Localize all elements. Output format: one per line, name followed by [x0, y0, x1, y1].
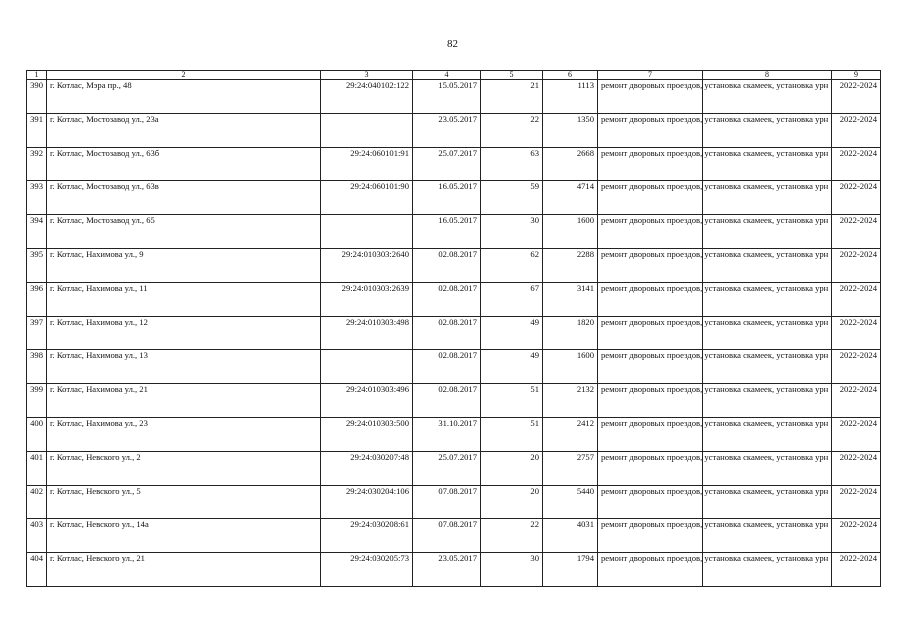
cadastral-number-cell: 29:24:030204:106 — [321, 485, 413, 519]
address-cell: г. Котлас, Мостозавод ул., 65 — [47, 215, 321, 249]
column-6-cell: 2412 — [543, 417, 598, 451]
row-number: 393 — [27, 181, 47, 215]
period-cell: 2022-2024 — [832, 350, 881, 384]
address-cell: г. Котлас, Нахимова ул., 23 — [47, 417, 321, 451]
column-5-cell: 62 — [481, 248, 543, 282]
column-5-cell: 63 — [481, 147, 543, 181]
cadastral-number-cell: 29:24:060101:90 — [321, 181, 413, 215]
column-6-cell: 1600 — [543, 215, 598, 249]
table-body — [27, 80, 881, 587]
table-row — [27, 384, 881, 418]
works-cell: ремонт дворовых проездов, установка скамеек, установка урн — [598, 384, 703, 418]
column-5-cell: 49 — [481, 350, 543, 384]
cadastral-number-cell: 29:24:030207:48 — [321, 451, 413, 485]
cadastral-number-cell: 29:24:030205:73 — [321, 553, 413, 587]
works-cell: ремонт дворовых проездов, установка скамеек, установка урн — [598, 181, 703, 215]
works-cell: ремонт дворовых проездов, установка скамеек, установка урн — [598, 282, 703, 316]
column-header: 3 — [321, 71, 413, 80]
row-number: 403 — [27, 519, 47, 553]
table-row — [27, 248, 881, 282]
row-number: 398 — [27, 350, 47, 384]
row-number: 392 — [27, 147, 47, 181]
column-header: 1 — [27, 71, 47, 80]
address-cell: г. Котлас, Невского ул., 2 — [47, 451, 321, 485]
column-6-cell: 1113 — [543, 80, 598, 114]
date-cell: 02.08.2017 — [413, 384, 481, 418]
date-cell: 25.07.2017 — [413, 451, 481, 485]
column-header: 9 — [832, 71, 881, 80]
column-5-cell: 51 — [481, 417, 543, 451]
row-number: 396 — [27, 282, 47, 316]
column-5-cell: 51 — [481, 384, 543, 418]
date-cell: 31.10.2017 — [413, 417, 481, 451]
period-cell: 2022-2024 — [832, 519, 881, 553]
column-5-cell: 21 — [481, 80, 543, 114]
column-6-cell: 5440 — [543, 485, 598, 519]
address-cell: г. Котлас, Мостозавод ул., 63б — [47, 147, 321, 181]
column-6-cell: 1820 — [543, 316, 598, 350]
column-6-cell: 3141 — [543, 282, 598, 316]
table-row — [27, 451, 881, 485]
cadastral-number-cell: 29:24:030208:61 — [321, 519, 413, 553]
table-row — [27, 282, 881, 316]
works-cell: ремонт дворовых проездов, установка скамеек, установка урн — [598, 350, 703, 384]
column-5-cell: 30 — [481, 215, 543, 249]
date-cell: 07.08.2017 — [413, 519, 481, 553]
period-cell: 2022-2024 — [832, 417, 881, 451]
table-row — [27, 553, 881, 587]
table-row — [27, 417, 881, 451]
row-number: 401 — [27, 451, 47, 485]
row-number: 394 — [27, 215, 47, 249]
cadastral-number-cell — [321, 215, 413, 249]
period-cell: 2022-2024 — [832, 282, 881, 316]
address-cell: г. Котлас, Невского ул., 21 — [47, 553, 321, 587]
period-cell: 2022-2024 — [832, 451, 881, 485]
works-cell: ремонт дворовых проездов, установка скамеек, установка урн — [598, 553, 703, 587]
works-cell: ремонт дворовых проездов, установка скамеек, установка урн — [598, 80, 703, 114]
period-cell: 2022-2024 — [832, 384, 881, 418]
column-6-cell: 4714 — [543, 181, 598, 215]
table-row — [27, 519, 881, 553]
works-cell: ремонт дворовых проездов, установка скамеек, установка урн — [598, 519, 703, 553]
address-cell: г. Котлас, Мостозавод ул., 63в — [47, 181, 321, 215]
date-cell: 15.05.2017 — [413, 80, 481, 114]
row-number: 395 — [27, 248, 47, 282]
address-cell: г. Котлас, Невского ул., 14а — [47, 519, 321, 553]
cadastral-number-cell: 29:24:010303:496 — [321, 384, 413, 418]
works-cell: ремонт дворовых проездов, установка скамеек, установка урн — [598, 417, 703, 451]
date-cell: 16.05.2017 — [413, 215, 481, 249]
column-6-cell: 2668 — [543, 147, 598, 181]
address-cell: г. Котлас, Мостозавод ул., 23а — [47, 113, 321, 147]
column-5-cell: 67 — [481, 282, 543, 316]
column-6-cell: 2288 — [543, 248, 598, 282]
period-cell: 2022-2024 — [832, 553, 881, 587]
column-6-cell: 2757 — [543, 451, 598, 485]
column-6-cell: 4031 — [543, 519, 598, 553]
date-cell: 23.05.2017 — [413, 113, 481, 147]
works-cell: ремонт дворовых проездов, установка скамеек, установка урн — [598, 215, 703, 249]
cadastral-number-cell: 29:24:060101:91 — [321, 147, 413, 181]
column-5-cell: 20 — [481, 451, 543, 485]
table-row — [27, 181, 881, 215]
works-cell: ремонт дворовых проездов, установка скамеек, установка урн — [598, 248, 703, 282]
period-cell: 2022-2024 — [832, 485, 881, 519]
period-cell: 2022-2024 — [832, 215, 881, 249]
works-cell: ремонт дворовых проездов, установка скамеек, установка урн — [598, 485, 703, 519]
cadastral-number-cell — [321, 350, 413, 384]
address-cell: г. Котлас, Нахимова ул., 21 — [47, 384, 321, 418]
table-row — [27, 113, 881, 147]
cadastral-number-cell: 29:24:040102:122 — [321, 80, 413, 114]
column-6-cell: 2132 — [543, 384, 598, 418]
cadastral-number-cell: 29:24:010303:2639 — [321, 282, 413, 316]
table-row — [27, 316, 881, 350]
date-cell: 02.08.2017 — [413, 316, 481, 350]
address-cell: г. Котлас, Невского ул., 5 — [47, 485, 321, 519]
column-header: 6 — [543, 71, 598, 80]
table-row — [27, 350, 881, 384]
column-header: 5 — [481, 71, 543, 80]
column-header: 7 — [598, 71, 703, 80]
column-6-cell: 1794 — [543, 553, 598, 587]
works-cell: ремонт дворовых проездов, установка скамеек, установка урн — [598, 113, 703, 147]
table-row — [27, 147, 881, 181]
row-number: 399 — [27, 384, 47, 418]
table-row — [27, 485, 881, 519]
row-number: 404 — [27, 553, 47, 587]
table-row — [27, 215, 881, 249]
column-5-cell: 20 — [481, 485, 543, 519]
column-header: 4 — [413, 71, 481, 80]
address-cell: г. Котлас, Нахимова ул., 9 — [47, 248, 321, 282]
column-5-cell: 59 — [481, 181, 543, 215]
address-cell: г. Котлас, Нахимова ул., 12 — [47, 316, 321, 350]
column-header: 8 — [703, 71, 832, 80]
column-number-header-row — [27, 71, 881, 80]
column-5-cell: 30 — [481, 553, 543, 587]
cadastral-number-cell: 29:24:010303:2640 — [321, 248, 413, 282]
page-number: 82 — [447, 38, 458, 50]
address-cell: г. Котлас, Мэра пр., 48 — [47, 80, 321, 114]
column-5-cell: 22 — [481, 519, 543, 553]
period-cell: 2022-2024 — [832, 181, 881, 215]
row-number: 402 — [27, 485, 47, 519]
cadastral-number-cell: 29:24:010303:500 — [321, 417, 413, 451]
period-cell: 2022-2024 — [832, 80, 881, 114]
column-6-cell: 1350 — [543, 113, 598, 147]
address-cell: г. Котлас, Нахимова ул., 11 — [47, 282, 321, 316]
date-cell: 02.08.2017 — [413, 248, 481, 282]
date-cell: 07.08.2017 — [413, 485, 481, 519]
date-cell: 23.05.2017 — [413, 553, 481, 587]
address-cell: г. Котлас, Нахимова ул., 13 — [47, 350, 321, 384]
row-number: 397 — [27, 316, 47, 350]
cadastral-number-cell: 29:24:010303:498 — [321, 316, 413, 350]
yards-table — [26, 70, 881, 587]
period-cell: 2022-2024 — [832, 113, 881, 147]
works-cell: ремонт дворовых проездов, установка скамеек, установка урн — [598, 147, 703, 181]
period-cell: 2022-2024 — [832, 248, 881, 282]
cadastral-number-cell — [321, 113, 413, 147]
date-cell: 25.07.2017 — [413, 147, 481, 181]
period-cell: 2022-2024 — [832, 147, 881, 181]
column-5-cell: 49 — [481, 316, 543, 350]
row-number: 390 — [27, 80, 47, 114]
table-row — [27, 80, 881, 114]
date-cell: 02.08.2017 — [413, 282, 481, 316]
date-cell: 16.05.2017 — [413, 181, 481, 215]
works-cell: ремонт дворовых проездов, установка скамеек, установка урн — [598, 451, 703, 485]
column-5-cell: 22 — [481, 113, 543, 147]
column-6-cell: 1600 — [543, 350, 598, 384]
date-cell: 02.08.2017 — [413, 350, 481, 384]
row-number: 400 — [27, 417, 47, 451]
row-number: 391 — [27, 113, 47, 147]
column-header: 2 — [47, 71, 321, 80]
period-cell: 2022-2024 — [832, 316, 881, 350]
works-cell: ремонт дворовых проездов, установка скамеек, установка урн — [598, 316, 703, 350]
